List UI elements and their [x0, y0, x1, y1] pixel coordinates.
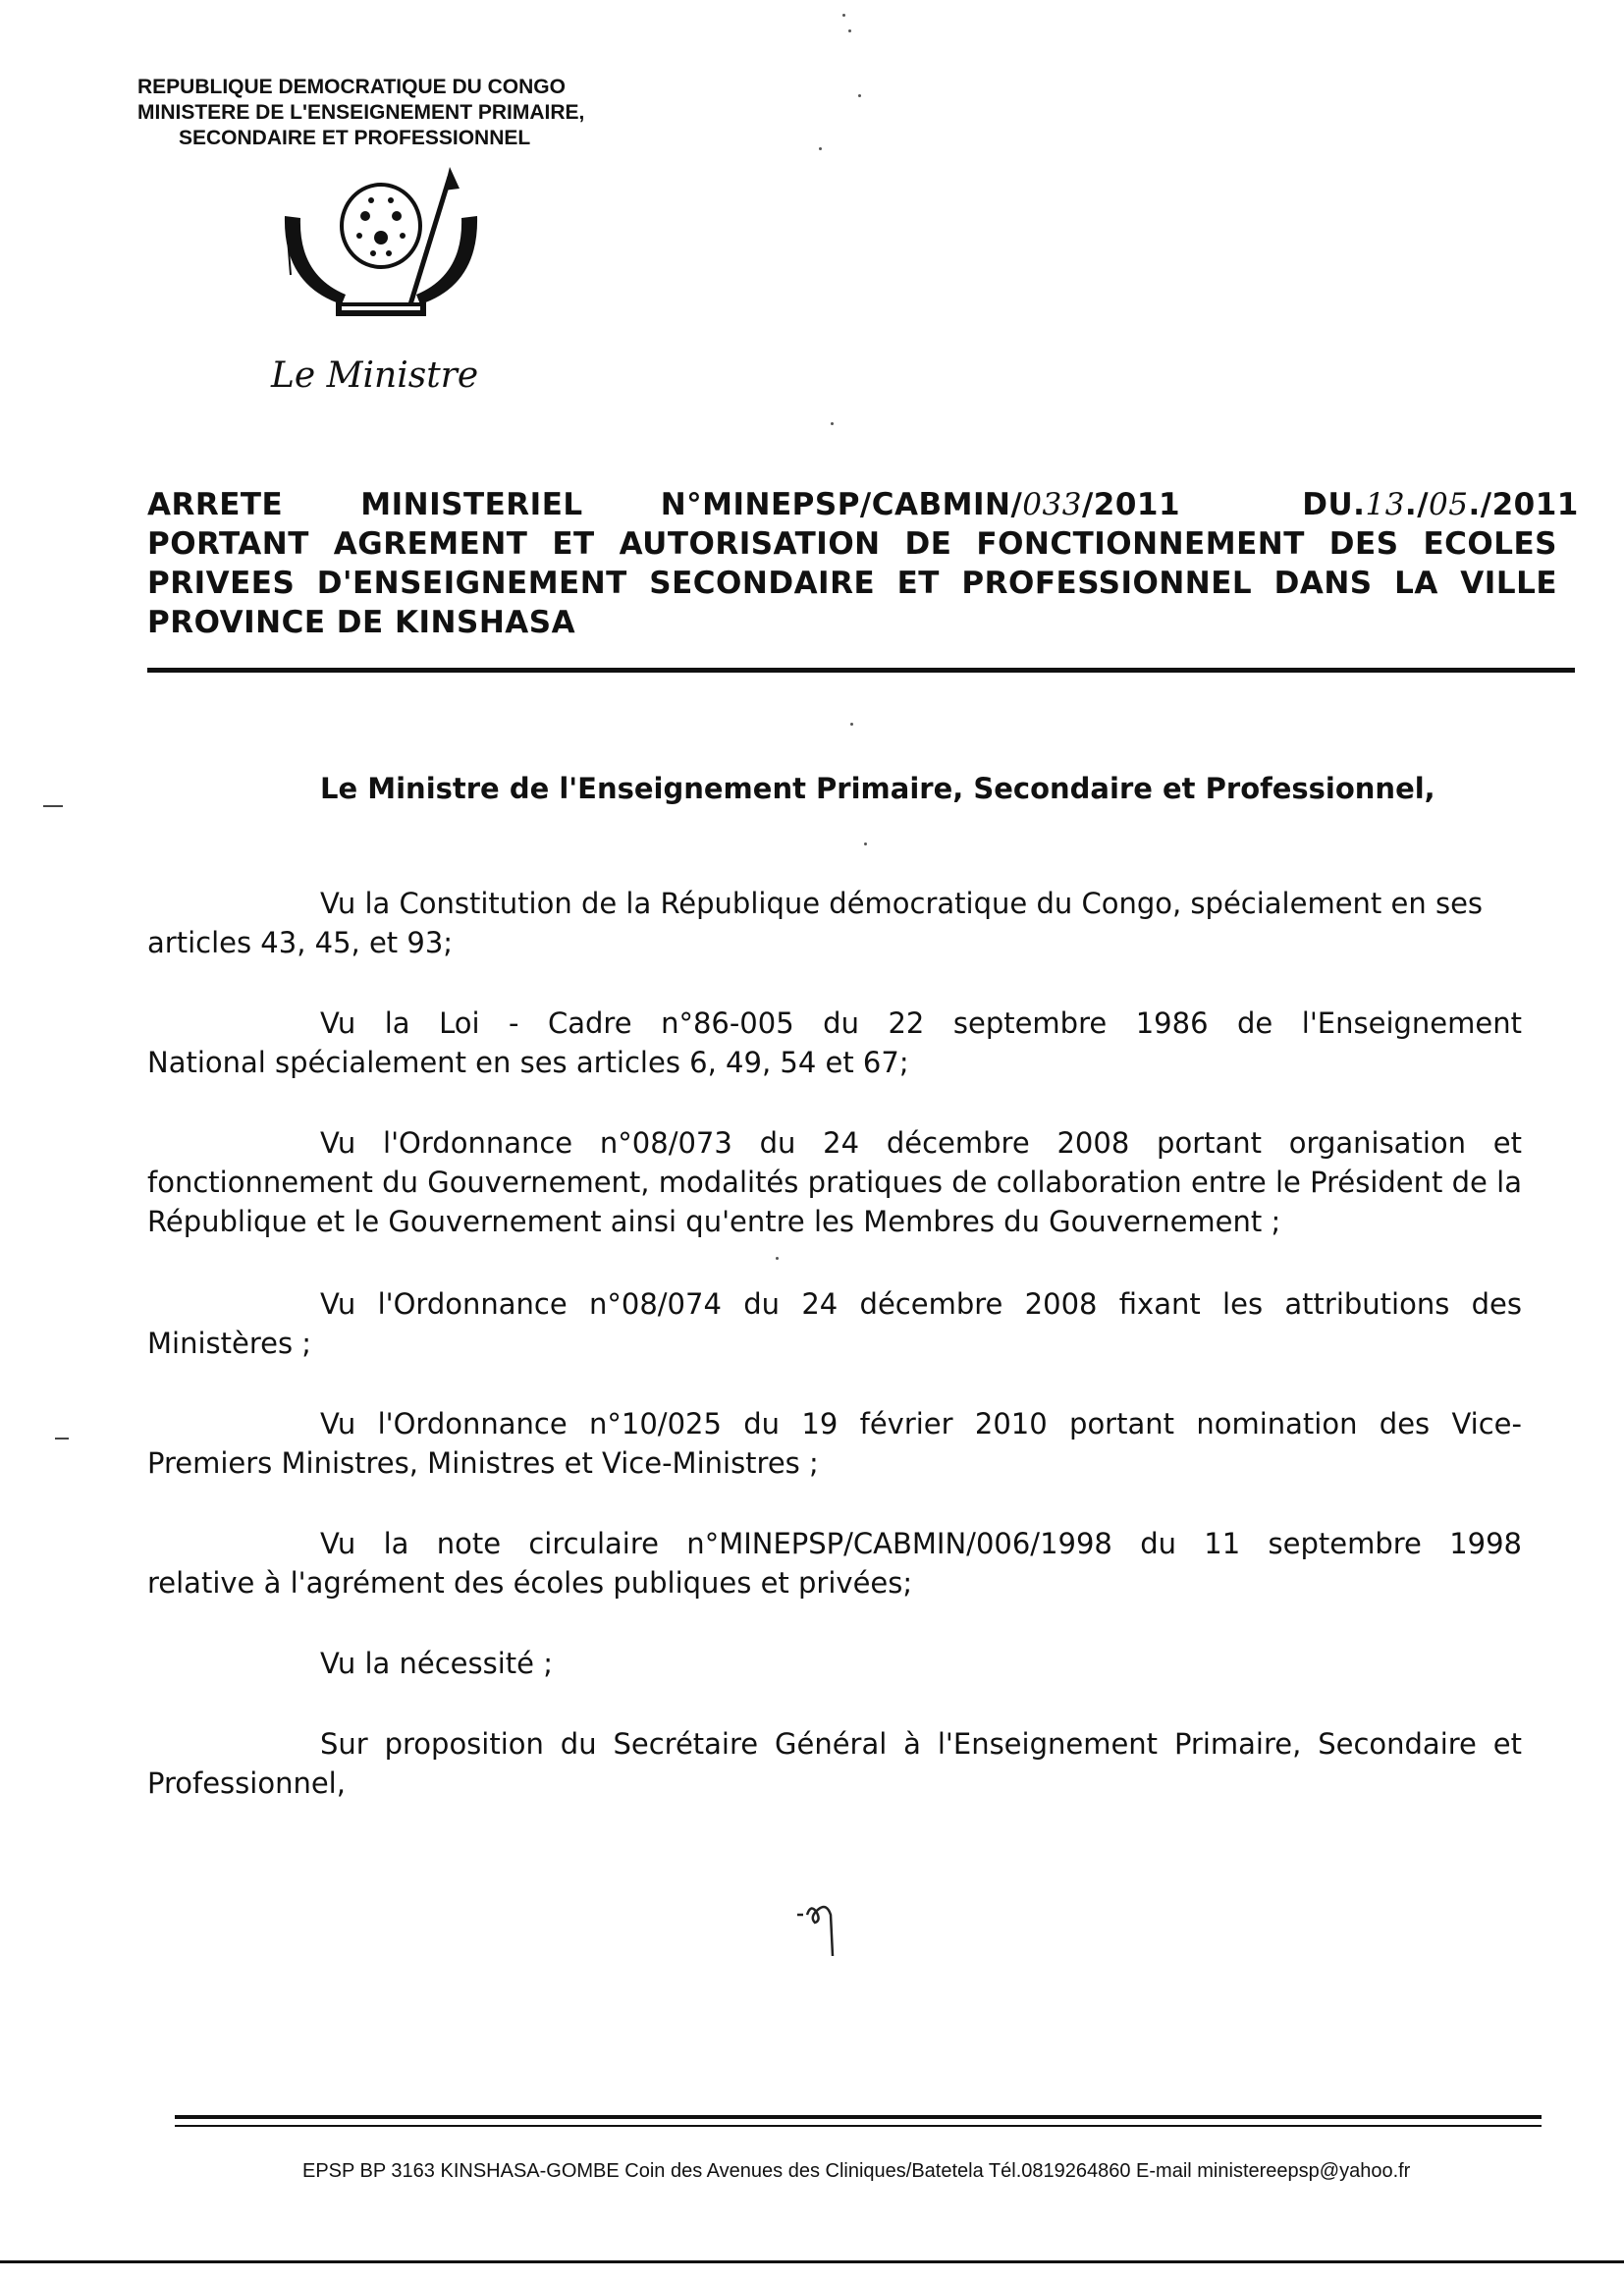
scan-speck — [819, 147, 822, 150]
decree-month: 05 — [1429, 487, 1469, 522]
page-edge-line — [0, 2260, 1624, 2263]
footer-divider-thin — [175, 2125, 1542, 2127]
scan-speck — [831, 422, 834, 425]
footer-contact: EPSP BP 3163 KINSHASA-GOMBE Coin des Avenues des Cliniques/Batetela Tél.0819264860 E-mail ministereepsp@yahoo.fr — [302, 2160, 1411, 2182]
decree-title-line1: ARRETE MINISTERIEL N°MINEPSP/CABMIN/033/2011 DU.13./05./2011 — [147, 487, 1579, 522]
paragraph-proposition: Sur proposition du Secrétaire Général à l'Enseignement Primaire, Secondaire et Professionnel, — [147, 1727, 1522, 1800]
paragraph-loi-cadre: Vu la Loi - Cadre n°86-005 du 22 septembre 1986 de l'Enseignement National spécialement en ses articles 6, 49, 54 et 67; — [147, 1006, 1522, 1079]
scan-speck — [864, 842, 867, 845]
title-divider — [147, 668, 1575, 673]
paragraph-ordonnance-10-025: Vu l'Ordonnance n°10/025 du 19 février 2010 portant nomination des Vice- Premiers Ministres, Ministres et Vice-Ministres ; — [147, 1407, 1522, 1480]
decree-day: 13 — [1365, 487, 1405, 522]
scan-speck — [848, 29, 851, 32]
scan-speck — [776, 1257, 779, 1260]
decree-title-line4: PROVINCE DE KINSHASA — [147, 605, 576, 640]
decree-title — [147, 485, 1579, 642]
decree-number: 033 — [1022, 487, 1082, 522]
letterhead — [137, 75, 746, 151]
scan-mark — [55, 1438, 69, 1440]
scan-speck — [842, 14, 845, 17]
footer-divider-thick — [175, 2115, 1542, 2119]
scan-mark — [43, 805, 63, 807]
letterhead-country: REPUBLIQUE DEMOCRATIQUE DU CONGO — [137, 76, 566, 98]
paragraph-necessite: Vu la nécessité ; — [320, 1647, 553, 1680]
coat-of-arms-icon — [263, 157, 499, 334]
scan-speck — [858, 94, 861, 97]
paragraph-constitution: Vu la Constitution de la République démocratique du Congo, spécialement en ses articles 43, 45, et 93; — [147, 887, 1484, 959]
decree-title-line2: PORTANT AGREMENT ET AUTORISATION DE FONCTIONNEMENT DES ECOLES — [147, 526, 1557, 562]
paragraph-ordonnance-08-074: Vu l'Ordonnance n°08/074 du 24 décembre 2008 fixant les attributions des Ministères ; — [147, 1287, 1522, 1360]
paragraph-ordonnance-08-073: Vu l'Ordonnance n°08/073 du 24 décembre 2008 portant organisation et fonctionnement du Gouvernement, modalités pratiques de collaboration entre le Président de la République et le Gouvernement ainsi qu'entre les Membres du Gouvernement ; — [147, 1126, 1522, 1238]
letterhead-ministry: MINISTERE DE L'ENSEIGNEMENT PRIMAIRE, — [137, 101, 585, 124]
letterhead-ministry-cont: SECONDAIRE ET PROFESSIONNEL — [179, 127, 531, 149]
minister-heading: Le Ministre de l'Enseignement Primaire, Secondaire et Professionnel, — [320, 772, 1435, 805]
decree-title-line3: PRIVEES D'ENSEIGNEMENT SECONDAIRE ET PROFESSIONNEL DANS LA VILLE — [147, 566, 1557, 601]
initials-mark — [793, 1895, 862, 1964]
minister-signature-label: Le Ministre — [271, 355, 479, 396]
scan-speck — [850, 723, 853, 726]
paragraph-note-circulaire: Vu la note circulaire n°MINEPSP/CABMIN/006/1998 du 11 septembre 1998 relative à l'agrément des écoles publiques et privées; — [147, 1527, 1522, 1600]
